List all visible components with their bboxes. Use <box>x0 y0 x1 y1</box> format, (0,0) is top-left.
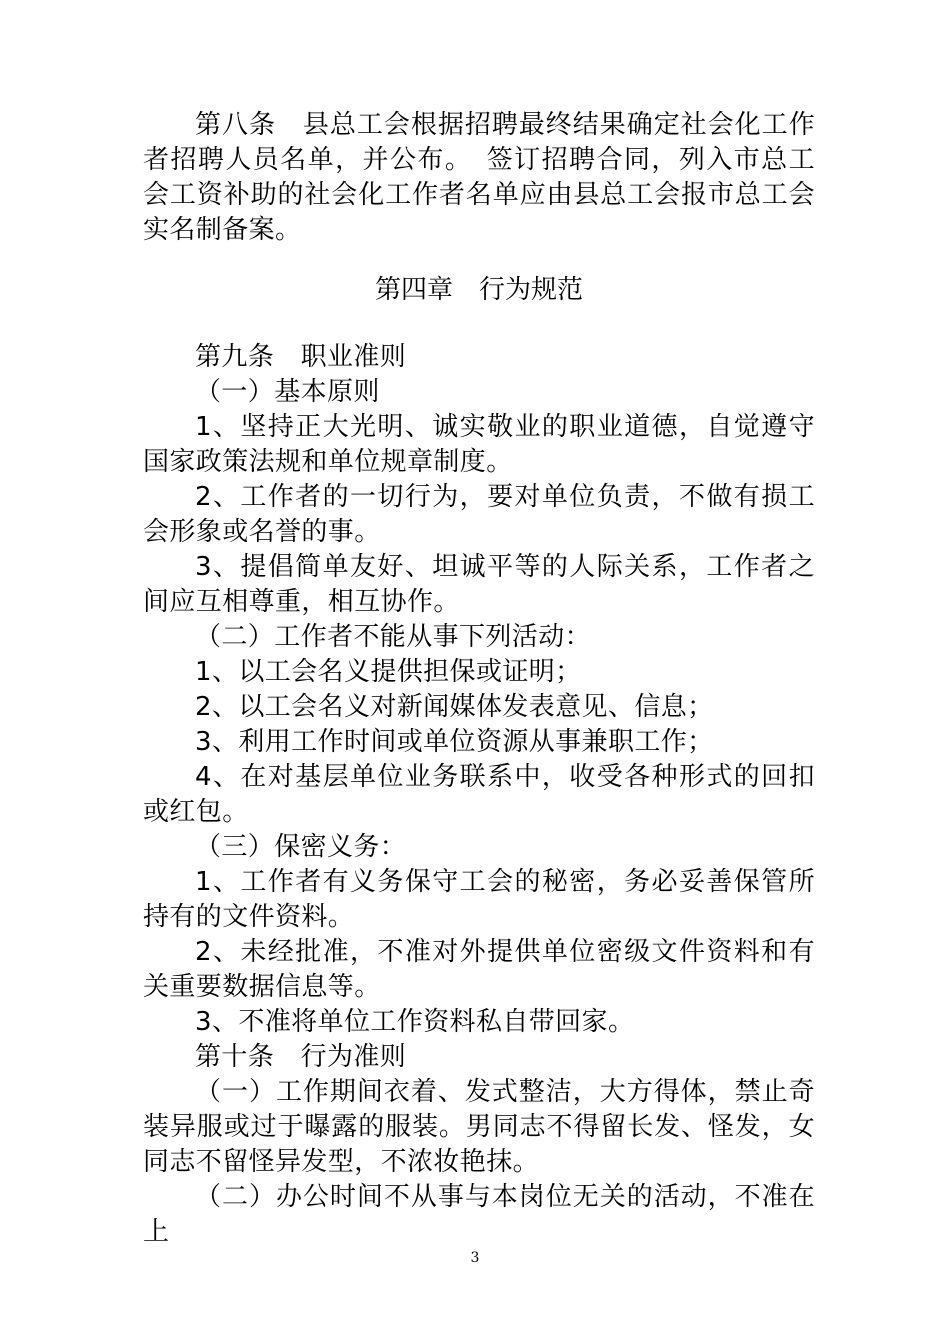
list-item: 3、利用工作时间或单位资源从事兼职工作； <box>195 727 714 757</box>
chapter-title: 第四章 行为规范 <box>374 275 583 305</box>
list-item: 3、提倡简单友好、坦诚平等的人际关系，工作者之间应互相尊重，相互协作。 <box>143 552 815 617</box>
article-8-paragraph: 第八条 县总工会根据招聘最终结果确定社会化工作者招聘人员名单，并公布。 签订招聘合同，列入市总工会工资补助的社会化工作者名单应由县总工会报市总工会实名制备案。 <box>143 110 815 245</box>
list-item: 1、坚持正大光明、诚实敬业的职业道德，自觉遵守国家政策法规和单位规章制度。 <box>143 412 815 477</box>
list-item: （一）工作期间衣着、发式整洁，大方得体，禁止奇装异服或过于曝露的服装。男同志不得留长发、怪发，女同志不留怪异发型，不浓妆艳抹。 <box>143 1077 815 1177</box>
list-item: 2、以工会名义对新闻媒体发表意见、信息； <box>195 692 714 722</box>
list-item: 1、工作者有义务保守工会的秘密，务必妥善保管所持有的文件资料。 <box>143 867 815 932</box>
article-8-block <box>143 108 815 248</box>
article-9-heading: 第九条 职业准则 <box>195 342 407 372</box>
list-item: 1、以工会名义提供担保或证明； <box>195 657 582 687</box>
section-heading: （一）基本原则 <box>195 377 380 407</box>
section-heading: （三）保密义务： <box>195 832 407 862</box>
body-text <box>143 340 815 1250</box>
article-10-heading: 第十条 行为准则 <box>195 1042 407 1072</box>
list-item: 2、未经批准，不准对外提供单位密级文件资料和有关重要数据信息等。 <box>143 937 815 1002</box>
list-item: （二）办公时间不从事与本岗位无关的活动，不准在上 <box>143 1182 815 1247</box>
page-number: 3 <box>470 1250 480 1266</box>
list-item: 2、工作者的一切行为，要对单位负责，不做有损工会形象或名誉的事。 <box>143 482 815 547</box>
list-item: 4、在对基层单位业务联系中，收受各种形式的回扣或红包。 <box>143 762 815 827</box>
list-item: 3、不准将单位工作资料私自带回家。 <box>195 1007 635 1037</box>
section-heading: （二）工作者不能从事下列活动： <box>195 622 592 652</box>
